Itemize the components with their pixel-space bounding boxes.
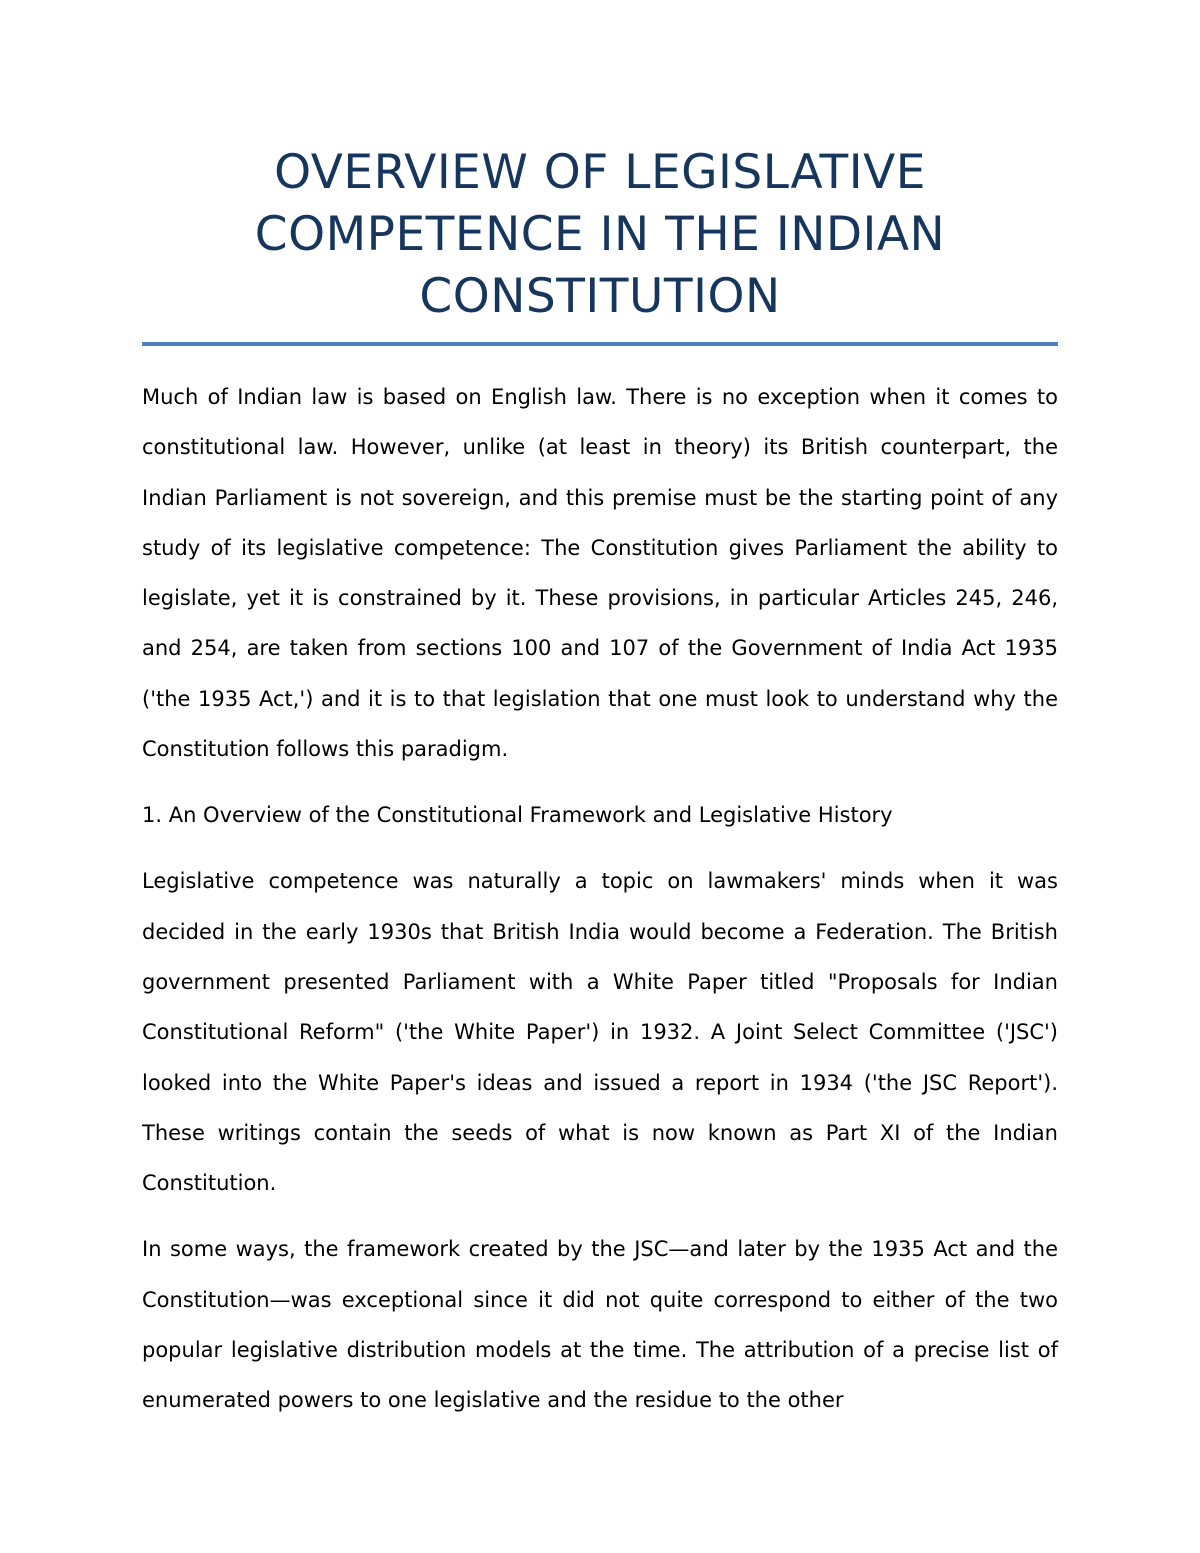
paragraph-framework: In some ways, the framework created by the JSC—and later by the 1935 Act and the Constitution—was exceptional since it did not quite correspond to either of the two popular legislative distribution models at the time. The attribution of a precise list of enumerated powers to one legislative and the residue to the other (142, 1237, 1058, 1413)
section-heading: 1. An Overview of the Constitutional Framework and Legislative History (142, 803, 893, 828)
title-underline (142, 342, 1058, 346)
paragraph-history: Legislative competence was naturally a topic on lawmakers' minds when it was decided in the early 1930s that British India would become a Federation. The British government presented Parliament with a White Paper titled "Proposals for Indian Constitutional Reform" ('the White Paper') in 1932. A Joint Select Committee ('JSC') looked into the White Paper's ideas and issued a report in 1934 ('the JSC Report'). These writings contain the seeds of what is now known as Part XI of the Indian Constitution. (142, 869, 1058, 1196)
document-title: OVERVIEW OF LEGISLATIVE COMPETENCE IN THE INDIAN CONSTITUTION (254, 145, 946, 324)
paragraph-intro: Much of Indian law is based on English law. There is no exception when it comes to constitutional law. However, unlike (at least in theory) its British counterpart, the Indian Parliament is not sovereign, and this premise must be the starting point of any study of its legislative competence: The Constitution gives Parliament the ability to legislate, yet it is constrained by it. These provisions, in particular Articles 245, 246, and 254, are taken from sections 100 and 107 of the Government of India Act 1935 ('the 1935 Act,') and it is to that legislation that one must look to understand why the Constitution follows this paradigm. (142, 385, 1058, 762)
document-content (142, 142, 1058, 1442)
